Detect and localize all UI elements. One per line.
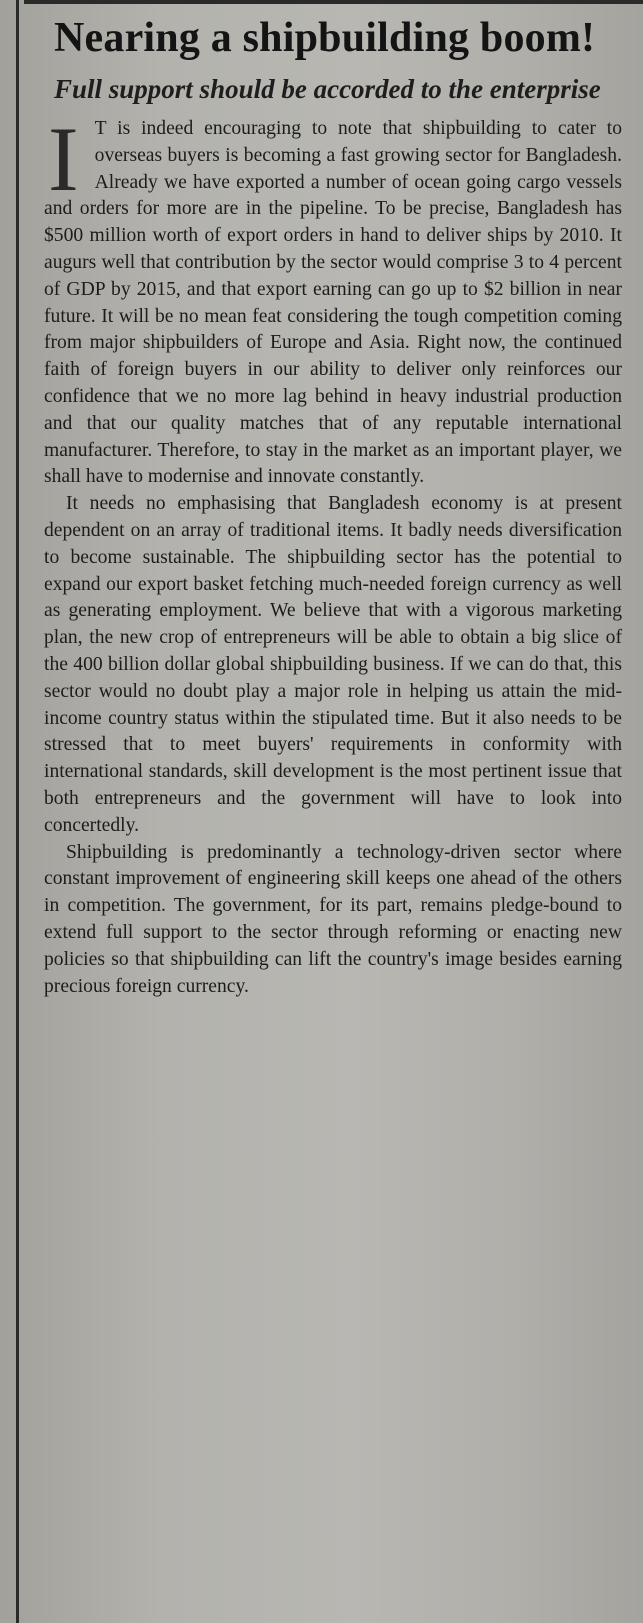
paragraph-1: T is indeed encouraging to note that shipbuilding to cater to overseas buyers is becoming a fast growing sector for Bangladesh. Already we have exported a number of ocean going cargo vessels and orders for more are in the pipeline. To be precise, Bangladesh has $500 million worth of export orders in hand to deliver ships by 2010. It augurs well that contribution by the sector would comprise 3 to 4 percent of GDP by 2015, and that export earning can go up to $2 billion in near future. It will be no mean feat considering the tough competition coming from major shipbuilders of Europe and Asia. Right now, the continued faith of foreign buyers in our ability to deliver only reinforces our confidence that we no more lag behind in heavy industrial production and that our quality matches that of any reputable international manufacturer. Therefore, to stay in the market as an important player, we shall have to modernise and innovate constantly. <box>44 118 622 488</box>
top-column-rule <box>24 0 643 4</box>
drop-cap: I <box>48 108 79 210</box>
paragraph-3: Shipbuilding is predominantly a technology-driven sector where constant improvement of engineering skill keeps one ahead of the others in competition. The government, for its part, remains pledge-bound to extend full support to the sector through reforming or enacting new policies so that shipbuilding can lift the country's image besides earning precious foreign currency. <box>44 841 622 997</box>
left-column-rule <box>16 0 19 1623</box>
paragraph-2: It needs no emphasising that Bangladesh economy is at present dependent on an array of traditional items. It badly needs diversification to become sustainable. The shipbuilding sector has the potential to expand our export basket fetching much-needed foreign currency as well as generating employment. We believe that with a vigorous marketing plan, the new crop of entrepreneurs will be able to obtain a big slice of the 400 billion dollar global shipbuilding business. If we can do that, this sector would no doubt play a major role in helping us attain the mid-income country status within the stipulated time. But it also needs to be stressed that to meet buyers' requirements in conformity with international standards, skill development is the most pertinent issue that both entrepreneurs and the government will have to look into concertedly. <box>44 493 622 836</box>
article-body <box>44 108 622 1000</box>
subheadline: Full support should be accorded to the enterprise <box>54 74 601 104</box>
editorial-article <box>44 14 622 1000</box>
headline: Nearing a shipbuilding boom! <box>54 15 596 61</box>
paragraph-1-container <box>44 108 622 491</box>
